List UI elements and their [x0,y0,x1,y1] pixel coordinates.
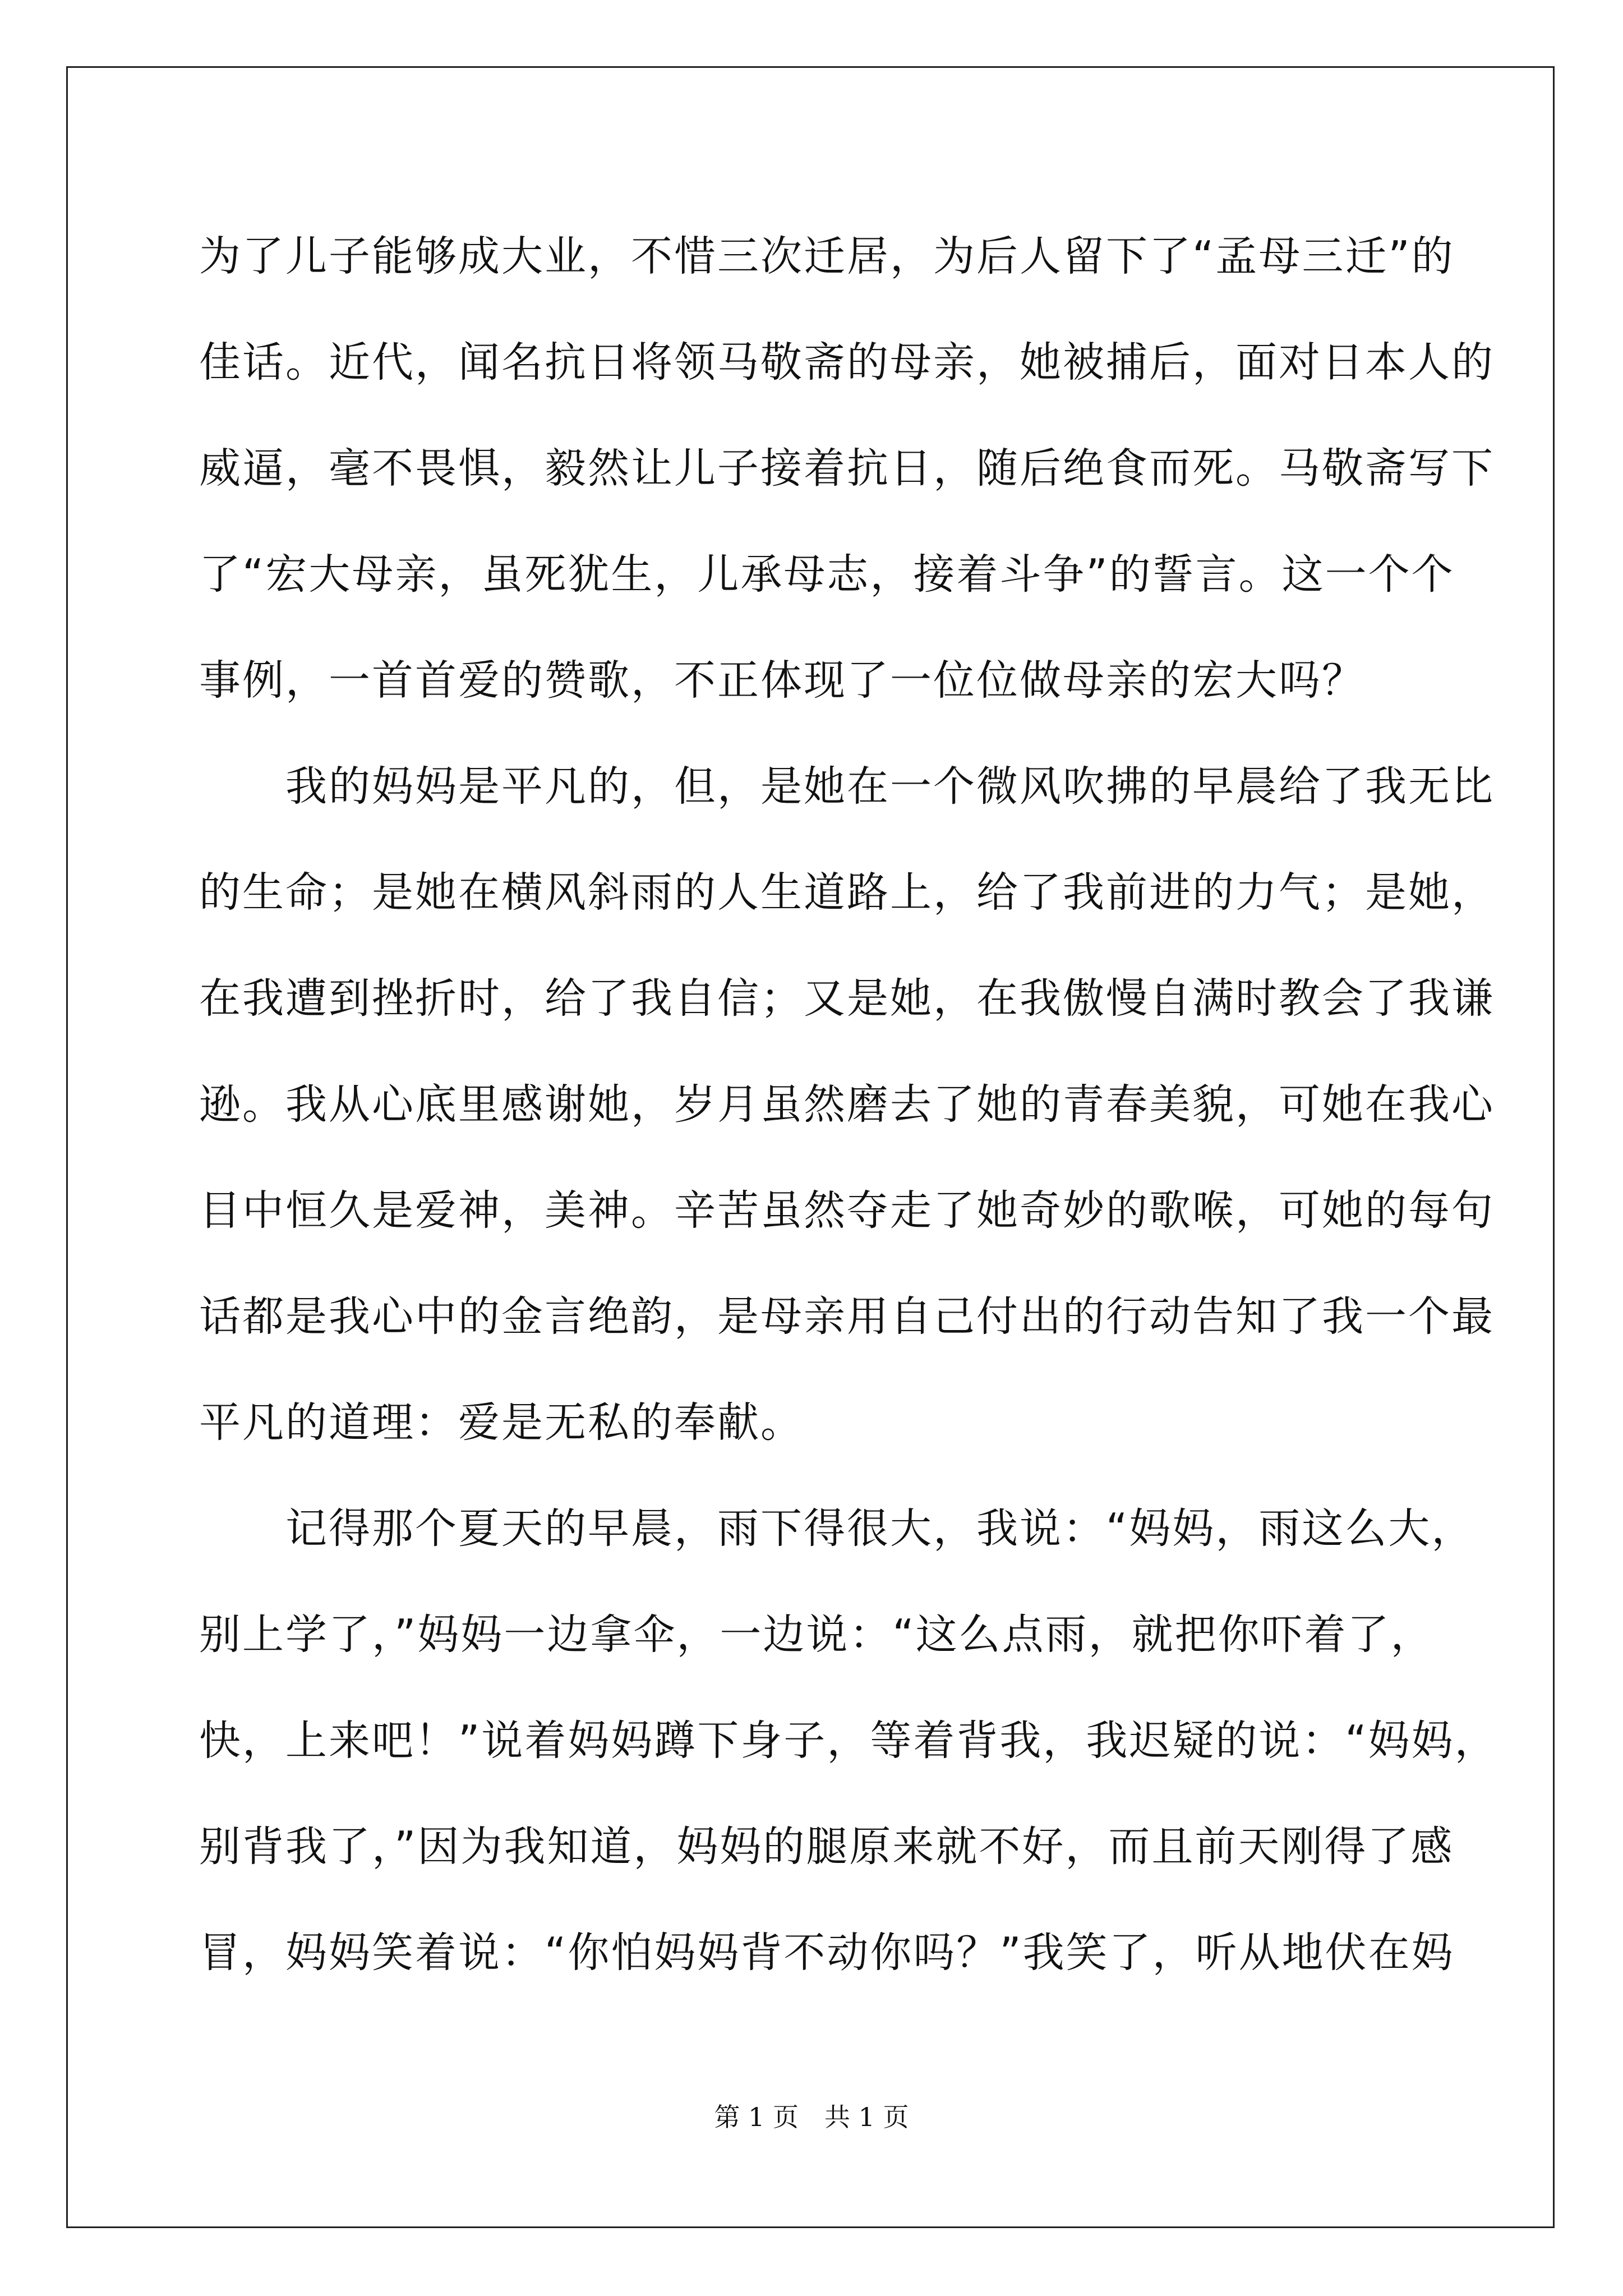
text-line: 威逼，毫不畏惧，毅然让儿子接着抗日，随后绝食而死。马敬斋写下 [199,444,1495,493]
text-line: 逊。我从心底里感谢她，岁月虽然磨去了她的青春美貌，可她在我心 [199,1080,1495,1129]
text-line: 平凡的道理：爱是无私的奉献。 [199,1398,804,1447]
text-line: 别上学了，”妈妈一边拿伞，一边说：“这么点雨，就把你吓着了， [199,1611,1434,1659]
text-line: 事例，一首首爱的赞歌，不正体现了一位位做母亲的宏大吗？ [199,656,1365,705]
text-line: 在我遭到挫折时，给了我自信；又是她，在我傲慢自满时教会了我谦 [199,974,1495,1023]
text-line: 记得那个夏天的早晨，雨下得很大，我说：“妈妈，雨这么大， [199,1504,1475,1553]
text-line: 话都是我心中的金言绝韵，是母亲用自己付出的行动告知了我一个最 [199,1292,1495,1341]
essay-body [199,203,1498,2005]
text-line: 冒，妈妈笑着说：“你怕妈妈背不动你吗？”我笑了，听从地伏在妈 [199,1929,1455,1977]
text-line: 为了儿子能够成大业，不惜三次迁居，为后人留下了“孟母三迁”的 [199,232,1455,280]
text-line: 我的妈妈是平凡的，但，是她在一个微风吹拂的早晨给了我无比 [199,762,1495,811]
text-line: 的生命；是她在横风斜雨的人生道路上，给了我前进的力气；是她， [199,868,1495,917]
text-line: 别背我了，”因为我知道，妈妈的腿原来就不好，而且前天刚得了感 [199,1823,1454,1871]
text-line: 佳话。近代，闻名抗日将领马敬斋的母亲，她被捕后，面对日本人的 [199,338,1495,386]
text-line: 了“宏大母亲，虽死犹生，儿承母志，接着斗争”的誓言。这一个个 [199,550,1455,599]
page-number-footer: 第 1 页 共 1 页 [714,2102,909,2132]
text-line: 快，上来吧！”说着妈妈蹲下身子，等着背我，我迟疑的说：“妈妈， [199,1717,1498,1765]
text-line: 目中恒久是爱神，美神。辛苦虽然夺走了她奇妙的歌喉，可她的每句 [199,1186,1495,1235]
